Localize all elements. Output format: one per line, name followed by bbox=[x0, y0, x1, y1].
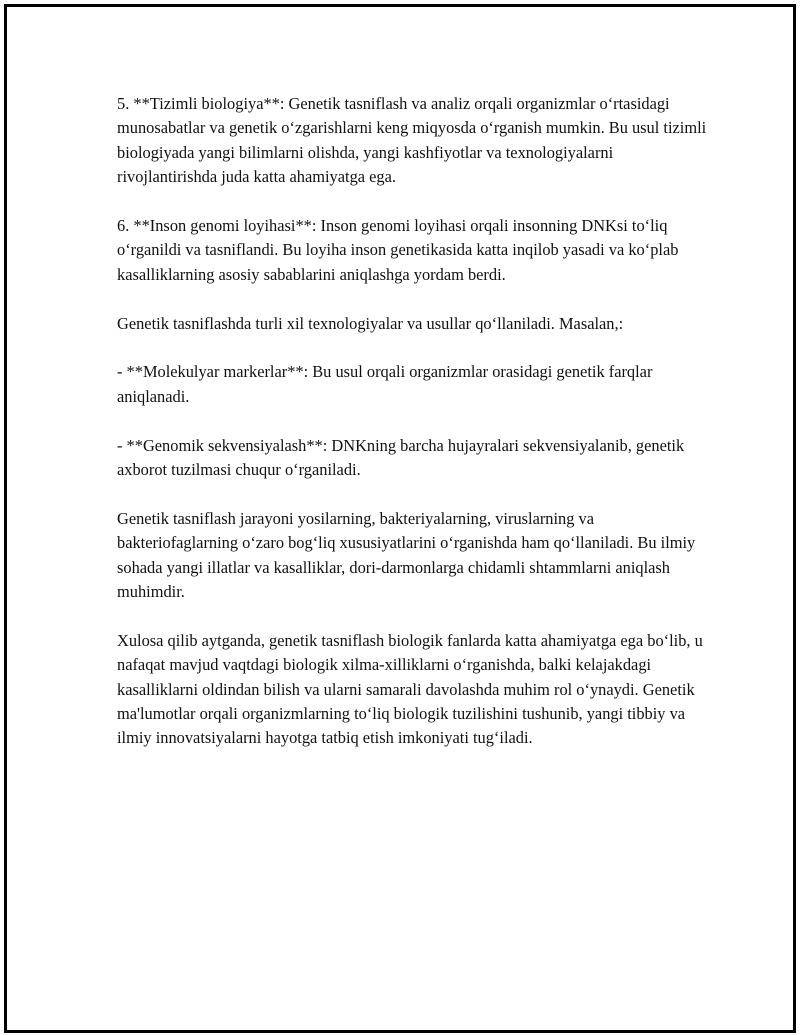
paragraph-conclusion: Xulosa qilib aytganda, genetik tasniflash biologik fanlarda katta ahamiyatga ega bo‘lib, u nafaqat mavjud vaqtdagi biologik xilma-xilliklarni o‘rganishda, balki kelajakdagi kasalliklarni oldindan bilish va ularni samarali davolashda muhim rol o‘ynaydi. Genetik ma'lumotlar orqali organizmlarning to‘liq biologik tuzilishini tushunib, yangi tibbiy va ilmiy innovatsiyalarni hayotga tatbiq etish imkoniyati tug‘iladi. bbox=[117, 630, 703, 748]
document-body bbox=[117, 92, 707, 751]
paragraph-technologies-intro: Genetik tasniflashda turli xil texnologiyalar va usullar qo‘llaniladi. Masalan,: bbox=[117, 313, 624, 333]
list-item-molecular-markers: - **Molekulyar markerlar**: Bu usul orqali organizmlar orasidagi genetik farqlar aniqlanadi. bbox=[117, 362, 653, 406]
paragraph-systems-biology: 5. **Tizimli biologiya**: Genetik tasniflash va analiz orqali organizmlar o‘rtasidagi munosabatlar va genetik o‘zgarishlarni keng miqyosda o‘rganish mumkin. Bu usul tizimli biologiyada yangi bilimlarni olishda, yangi kashfiyotlar va texnologiyalarni rivojlantirishda juda katta ahamiyatga ega. bbox=[117, 94, 707, 187]
paragraph-microorganisms: Genetik tasniflash jarayoni yosilarning, bakteriyalarning, viruslarning va bakteriofaglarning o‘zaro bog‘liq xususiyatlarini o‘rganishda ham qo‘llaniladi. Bu ilmiy sohada yangi illatlar va kasalliklar, dori-darmonlarga chidamli shtammlarni aniqlash muhimdir. bbox=[117, 508, 696, 602]
paragraph-human-genome-project: 6. **Inson genomi loyihasi**: Inson genomi loyihasi orqali insonning DNKsi to‘liq o‘rganildi va tasniflandi. Bu loyiha inson genetikasida katta inqilob yasadi va ko‘plab kasalliklarning asosiy sabablarini aniqlashga yordam berdi. bbox=[117, 216, 679, 284]
list-item-genomic-sequencing: - **Genomik sekvensiyalash**: DNKning barcha hujayralari sekvensiyalanib, genetik axborot tuzilmasi chuqur o‘rganiladi. bbox=[117, 435, 685, 480]
